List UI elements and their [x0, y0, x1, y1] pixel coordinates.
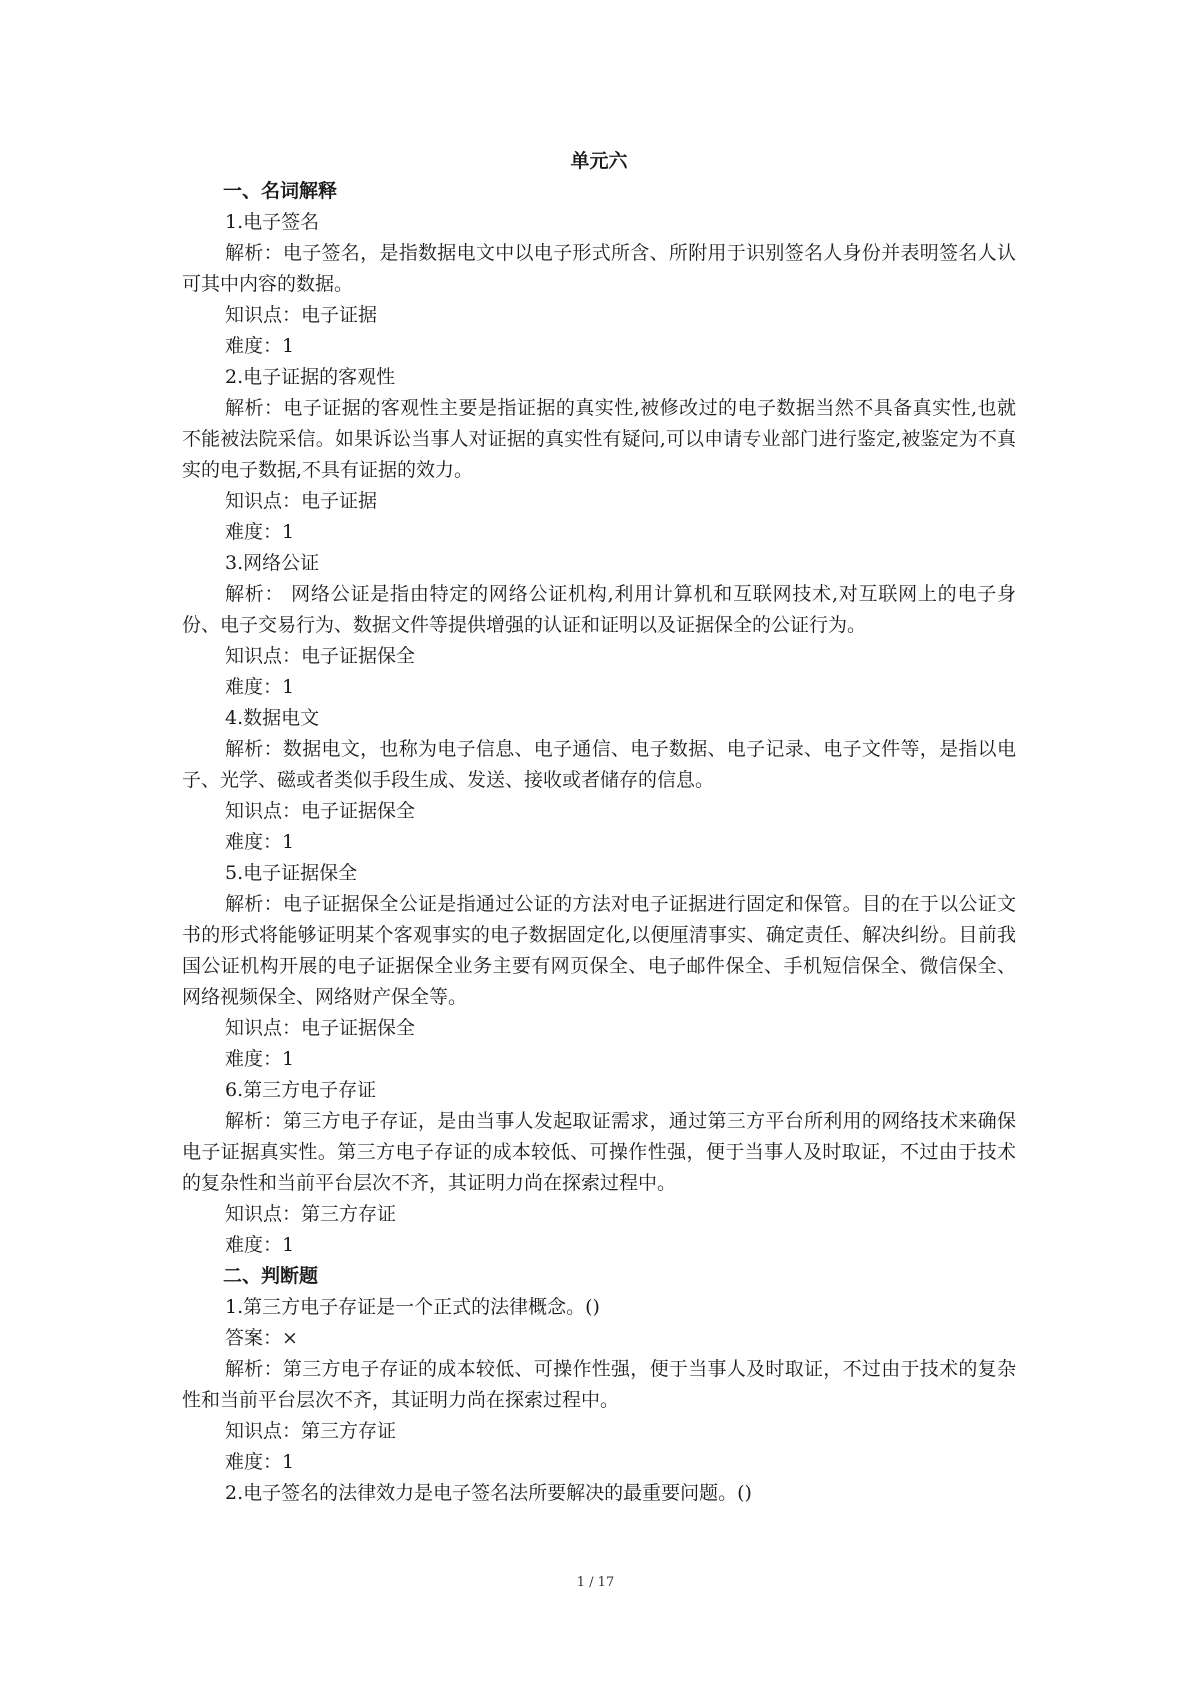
- document-content: [182, 146, 1016, 1509]
- knowledge-point: 知识点：电子证据保全: [225, 1017, 416, 1039]
- page-number: 1 / 17: [576, 1575, 615, 1590]
- term-title: 5.电子证据保全: [225, 862, 358, 884]
- difficulty: 难度：1: [225, 1451, 295, 1473]
- section-heading-definitions: 一、名词解释: [223, 180, 338, 202]
- term-title: 1.电子签名: [225, 211, 320, 233]
- knowledge-point: 知识点：电子证据: [225, 490, 378, 512]
- knowledge-point: 知识点：电子证据保全: [225, 645, 416, 667]
- term-analysis: 解析：电子证据的客观性主要是指证据的真实性,被修改过的电子数据当然不具备真实性,也就不能被法院采信。如果诉讼当事人对证据的真实性有疑问,可以申请专业部门进行鉴定,被鉴定为不真实的电子数据,不具有证据的效力。: [182, 397, 1016, 481]
- question-text: 2.电子签名的法律效力是电子签名法所要解决的最重要问题。(): [225, 1482, 752, 1504]
- term-analysis: 解析：第三方电子存证，是由当事人发起取证需求，通过第三方平台所利用的网络技术来确保电子证据真实性。第三方电子存证的成本较低、可操作性强，便于当事人及时取证，不过由于技术的复杂性和当前平台层次不齐，其证明力尚在探索过程中。: [182, 1110, 1016, 1194]
- knowledge-point: 知识点：电子证据: [225, 304, 378, 326]
- difficulty: 难度：1: [225, 676, 295, 698]
- document-title: 单元六: [570, 150, 628, 172]
- knowledge-point: 知识点：电子证据保全: [225, 800, 416, 822]
- difficulty: 难度：1: [225, 1234, 295, 1256]
- difficulty: 难度：1: [225, 1048, 295, 1070]
- question-text: 1.第三方电子存证是一个正式的法律概念。(): [225, 1296, 600, 1318]
- answer: 答案：×: [225, 1327, 298, 1349]
- knowledge-point: 知识点：第三方存证: [225, 1203, 397, 1225]
- section-heading-true-false: 二、判断题: [223, 1265, 319, 1287]
- question-analysis: 解析：第三方电子存证的成本较低、可操作性强，便于当事人及时取证，不过由于技术的复杂性和当前平台层次不齐，其证明力尚在探索过程中。: [182, 1358, 1016, 1411]
- difficulty: 难度：1: [225, 831, 295, 853]
- difficulty: 难度：1: [225, 335, 295, 357]
- term-title: 3.网络公证: [225, 552, 320, 574]
- term-analysis: 解析：数据电文，也称为电子信息、电子通信、电子数据、电子记录、电子文件等，是指以电子、光学、磁或者类似手段生成、发送、接收或者储存的信息。: [182, 738, 1016, 791]
- difficulty: 难度：1: [225, 521, 295, 543]
- knowledge-point: 知识点：第三方存证: [225, 1420, 397, 1442]
- term-analysis: 解析： 网络公证是指由特定的网络公证机构,利用计算机和互联网技术,对互联网上的电子身份、电子交易行为、数据文件等提供增强的认证和证明以及证据保全的公证行为。: [182, 583, 1016, 636]
- term-title: 6.第三方电子存证: [225, 1079, 377, 1101]
- term-analysis: 解析：电子证据保全公证是指通过公证的方法对电子证据进行固定和保管。目的在于以公证文书的形式将能够证明某个客观事实的电子数据固定化,以便厘清事实、确定责任、解决纠纷。目前我国公证机构开展的电子证据保全业务主要有网页保全、电子邮件保全、手机短信保全、微信保全、网络视频保全、网络财产保全等。: [182, 893, 1016, 1008]
- term-title: 4.数据电文: [225, 707, 320, 729]
- term-title: 2.电子证据的客观性: [225, 366, 396, 388]
- term-analysis: 解析：电子签名，是指数据电文中以电子形式所含、所附用于识别签名人身份并表明签名人认可其中内容的数据。: [182, 242, 1016, 295]
